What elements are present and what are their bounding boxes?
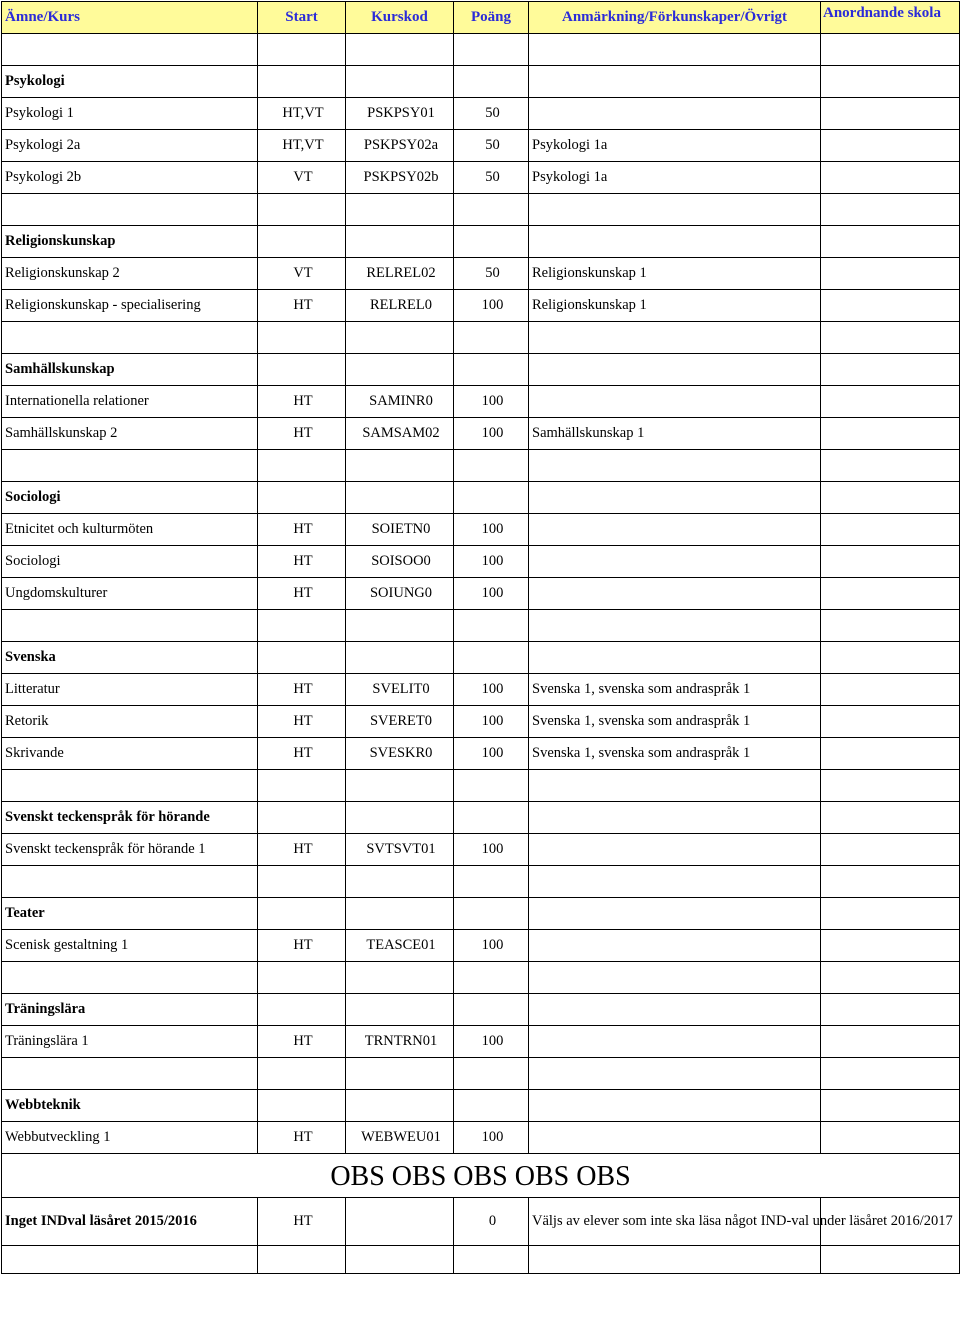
course-row — [2, 930, 960, 962]
course-code: SOIETN0 — [346, 514, 454, 546]
spacer-cell — [346, 34, 454, 66]
spacer-cell — [346, 450, 454, 482]
section-title: Svenskt teckenspråk för hörande — [2, 802, 258, 834]
course-note: Svenska 1, svenska som andraspråk 1 — [529, 706, 821, 738]
course-name: Psykologi 2a — [2, 130, 258, 162]
spacer-cell — [346, 770, 454, 802]
empty-cell — [821, 1090, 960, 1122]
spacer-row — [2, 962, 960, 994]
section-title: Träningslära — [2, 994, 258, 1026]
course-start: HT — [258, 290, 346, 322]
course-points: 100 — [454, 578, 529, 610]
empty-cell — [529, 994, 821, 1026]
course-start: HT — [258, 514, 346, 546]
course-note — [529, 514, 821, 546]
empty-cell — [529, 898, 821, 930]
section-header-row — [2, 642, 960, 674]
section-header-row — [2, 482, 960, 514]
section-title: Religionskunskap — [2, 226, 258, 258]
course-start: HT — [258, 834, 346, 866]
spacer-cell — [529, 322, 821, 354]
empty-cell — [258, 1090, 346, 1122]
course-name: Träningslära 1 — [2, 1026, 258, 1058]
spacer-cell — [454, 322, 529, 354]
obs-banner: OBS OBS OBS OBS OBS — [2, 1154, 960, 1198]
course-name: Svenskt teckenspråk för hörande 1 — [2, 834, 258, 866]
course-points: 100 — [454, 418, 529, 450]
course-code: SOIUNG0 — [346, 578, 454, 610]
spacer-cell — [2, 34, 258, 66]
spacer-cell — [454, 450, 529, 482]
course-points: 100 — [454, 738, 529, 770]
course-code: RELREL02 — [346, 258, 454, 290]
spacer-cell — [2, 1246, 258, 1274]
course-row — [2, 546, 960, 578]
course-code: SVERET0 — [346, 706, 454, 738]
empty-cell — [821, 994, 960, 1026]
course-row — [2, 290, 960, 322]
course-points: 50 — [454, 130, 529, 162]
course-table — [1, 1, 960, 1274]
empty-cell — [258, 642, 346, 674]
course-row — [2, 674, 960, 706]
course-code: WEBWEU01 — [346, 1122, 454, 1154]
section-title: Samhällskunskap — [2, 354, 258, 386]
course-code: SVELIT0 — [346, 674, 454, 706]
course-row — [2, 130, 960, 162]
course-school — [821, 98, 960, 130]
spacer-cell — [529, 1246, 821, 1274]
course-start: HT — [258, 930, 346, 962]
spacer-cell — [821, 1246, 960, 1274]
obs-course-code — [346, 1198, 454, 1246]
course-note — [529, 98, 821, 130]
spacer-cell — [346, 866, 454, 898]
course-note: Samhällskunskap 1 — [529, 418, 821, 450]
course-points: 100 — [454, 514, 529, 546]
course-start: HT — [258, 674, 346, 706]
course-points: 50 — [454, 258, 529, 290]
spacer-row — [2, 1246, 960, 1274]
empty-cell — [529, 1090, 821, 1122]
empty-cell — [346, 66, 454, 98]
spacer-cell — [2, 450, 258, 482]
course-name: Sociologi — [2, 546, 258, 578]
course-row — [2, 98, 960, 130]
course-note — [529, 1026, 821, 1058]
spacer-cell — [529, 450, 821, 482]
spacer-cell — [258, 450, 346, 482]
course-name: Religionskunskap - specialisering — [2, 290, 258, 322]
course-code: SVESKR0 — [346, 738, 454, 770]
course-school — [821, 578, 960, 610]
spacer-cell — [821, 1058, 960, 1090]
empty-cell — [258, 226, 346, 258]
course-start: HT — [258, 386, 346, 418]
section-header-row — [2, 994, 960, 1026]
course-note — [529, 386, 821, 418]
spacer-cell — [258, 34, 346, 66]
section-title: Webbteknik — [2, 1090, 258, 1122]
spacer-cell — [821, 194, 960, 226]
course-start: VT — [258, 162, 346, 194]
course-school — [821, 514, 960, 546]
course-name: Skrivande — [2, 738, 258, 770]
spacer-cell — [454, 34, 529, 66]
empty-cell — [454, 354, 529, 386]
course-name: Etnicitet och kulturmöten — [2, 514, 258, 546]
spacer-cell — [2, 1058, 258, 1090]
spacer-cell — [258, 770, 346, 802]
course-points: 50 — [454, 162, 529, 194]
course-start: VT — [258, 258, 346, 290]
course-row — [2, 1122, 960, 1154]
header-points: Poäng — [454, 2, 529, 34]
course-school — [821, 418, 960, 450]
empty-cell — [529, 642, 821, 674]
spacer-cell — [258, 866, 346, 898]
course-row — [2, 834, 960, 866]
course-school — [821, 258, 960, 290]
spacer-row — [2, 34, 960, 66]
empty-cell — [529, 354, 821, 386]
empty-cell — [346, 354, 454, 386]
spacer-cell — [258, 1246, 346, 1274]
empty-cell — [346, 802, 454, 834]
header-school: Anordnande skola — [821, 2, 960, 34]
obs-course-start: HT — [258, 1198, 346, 1246]
obs-course-row — [2, 1198, 960, 1246]
course-school — [821, 162, 960, 194]
spacer-cell — [258, 322, 346, 354]
course-start: HT — [258, 578, 346, 610]
course-school — [821, 706, 960, 738]
spacer-cell — [454, 866, 529, 898]
course-school — [821, 386, 960, 418]
course-points: 100 — [454, 546, 529, 578]
course-start: HT,VT — [258, 130, 346, 162]
course-name: Ungdomskulturer — [2, 578, 258, 610]
spacer-cell — [2, 770, 258, 802]
obs-course-points: 0 — [454, 1198, 529, 1246]
header-notes: Anmärkning/Förkunskaper/Övrigt — [529, 2, 821, 34]
empty-cell — [529, 802, 821, 834]
empty-cell — [454, 802, 529, 834]
spacer-cell — [529, 610, 821, 642]
obs-banner-row — [2, 1154, 960, 1198]
course-note: Religionskunskap 1 — [529, 258, 821, 290]
course-note: Psykologi 1a — [529, 130, 821, 162]
course-row — [2, 258, 960, 290]
spacer-cell — [2, 866, 258, 898]
course-code: PSKPSY02b — [346, 162, 454, 194]
spacer-row — [2, 610, 960, 642]
empty-cell — [258, 898, 346, 930]
course-points: 100 — [454, 1122, 529, 1154]
empty-cell — [258, 66, 346, 98]
spacer-cell — [821, 34, 960, 66]
course-points: 100 — [454, 930, 529, 962]
course-name: Litteratur — [2, 674, 258, 706]
course-note — [529, 930, 821, 962]
empty-cell — [821, 66, 960, 98]
section-header-row — [2, 1090, 960, 1122]
course-note — [529, 578, 821, 610]
course-points: 100 — [454, 386, 529, 418]
course-code: SVTSVT01 — [346, 834, 454, 866]
empty-cell — [258, 482, 346, 514]
course-code: SAMSAM02 — [346, 418, 454, 450]
section-header-row — [2, 898, 960, 930]
course-name: Samhällskunskap 2 — [2, 418, 258, 450]
empty-cell — [529, 66, 821, 98]
empty-cell — [821, 898, 960, 930]
section-title: Psykologi — [2, 66, 258, 98]
empty-cell — [346, 898, 454, 930]
empty-cell — [454, 642, 529, 674]
spacer-row — [2, 866, 960, 898]
empty-cell — [454, 226, 529, 258]
course-name: Internationella relationer — [2, 386, 258, 418]
spacer-row — [2, 450, 960, 482]
header-start: Start — [258, 2, 346, 34]
course-note: Svenska 1, svenska som andraspråk 1 — [529, 738, 821, 770]
spacer-cell — [346, 610, 454, 642]
spacer-cell — [2, 194, 258, 226]
spacer-cell — [2, 962, 258, 994]
spacer-cell — [821, 770, 960, 802]
course-name: Scenisk gestaltning 1 — [2, 930, 258, 962]
course-school — [821, 546, 960, 578]
course-note: Svenska 1, svenska som andraspråk 1 — [529, 674, 821, 706]
spacer-cell — [258, 1058, 346, 1090]
course-start: HT — [258, 1026, 346, 1058]
course-school — [821, 290, 960, 322]
empty-cell — [821, 642, 960, 674]
course-row — [2, 418, 960, 450]
spacer-cell — [258, 962, 346, 994]
spacer-cell — [454, 1246, 529, 1274]
course-code: TEASCE01 — [346, 930, 454, 962]
empty-cell — [454, 1090, 529, 1122]
spacer-cell — [346, 194, 454, 226]
spacer-cell — [821, 322, 960, 354]
section-header-row — [2, 66, 960, 98]
course-code: SAMINR0 — [346, 386, 454, 418]
course-school — [821, 834, 960, 866]
spacer-cell — [821, 450, 960, 482]
section-title: Teater — [2, 898, 258, 930]
course-code: RELREL0 — [346, 290, 454, 322]
empty-cell — [821, 226, 960, 258]
course-name: Religionskunskap 2 — [2, 258, 258, 290]
empty-cell — [821, 354, 960, 386]
empty-cell — [454, 66, 529, 98]
course-start: HT — [258, 706, 346, 738]
spacer-cell — [346, 1058, 454, 1090]
course-note — [529, 546, 821, 578]
spacer-cell — [2, 610, 258, 642]
empty-cell — [258, 994, 346, 1026]
empty-cell — [529, 482, 821, 514]
course-code: SOISOO0 — [346, 546, 454, 578]
table-header-row — [2, 2, 960, 34]
spacer-cell — [821, 610, 960, 642]
course-points: 50 — [454, 98, 529, 130]
course-start: HT,VT — [258, 98, 346, 130]
course-start: HT — [258, 546, 346, 578]
course-school — [821, 1122, 960, 1154]
empty-cell — [258, 802, 346, 834]
course-points: 100 — [454, 1026, 529, 1058]
section-title: Sociologi — [2, 482, 258, 514]
section-header-row — [2, 802, 960, 834]
spacer-cell — [529, 770, 821, 802]
header-code: Kurskod — [346, 2, 454, 34]
spacer-cell — [821, 866, 960, 898]
course-start: HT — [258, 738, 346, 770]
course-row — [2, 738, 960, 770]
course-school — [821, 130, 960, 162]
course-points: 100 — [454, 834, 529, 866]
course-start: HT — [258, 418, 346, 450]
header-subject: Ämne/Kurs — [2, 2, 258, 34]
course-row — [2, 1026, 960, 1058]
spacer-row — [2, 1058, 960, 1090]
course-code: PSKPSY01 — [346, 98, 454, 130]
empty-cell — [258, 354, 346, 386]
course-school — [821, 738, 960, 770]
course-note — [529, 834, 821, 866]
empty-cell — [346, 226, 454, 258]
course-note — [529, 1122, 821, 1154]
spacer-cell — [346, 962, 454, 994]
empty-cell — [346, 642, 454, 674]
empty-cell — [454, 994, 529, 1026]
section-title: Svenska — [2, 642, 258, 674]
obs-course-name: Inget INDval läsåret 2015/2016 — [2, 1198, 258, 1246]
course-note: Religionskunskap 1 — [529, 290, 821, 322]
spacer-cell — [529, 962, 821, 994]
spacer-cell — [454, 1058, 529, 1090]
spacer-cell — [346, 1246, 454, 1274]
section-header-row — [2, 354, 960, 386]
empty-cell — [346, 1090, 454, 1122]
course-name: Psykologi 2b — [2, 162, 258, 194]
spacer-row — [2, 770, 960, 802]
spacer-cell — [454, 610, 529, 642]
empty-cell — [346, 482, 454, 514]
empty-cell — [454, 482, 529, 514]
course-note: Psykologi 1a — [529, 162, 821, 194]
spacer-cell — [346, 322, 454, 354]
spacer-cell — [258, 610, 346, 642]
spacer-cell — [454, 770, 529, 802]
spacer-cell — [2, 322, 258, 354]
course-start: HT — [258, 1122, 346, 1154]
spacer-cell — [529, 34, 821, 66]
course-row — [2, 706, 960, 738]
section-header-row — [2, 226, 960, 258]
course-points: 100 — [454, 674, 529, 706]
course-code: TRNTRN01 — [346, 1026, 454, 1058]
spacer-row — [2, 194, 960, 226]
spacer-cell — [454, 962, 529, 994]
course-school — [821, 1026, 960, 1058]
obs-course-note: Väljs av elever som inte ska läsa något IND-val under läsåret 2016/2017 — [529, 1198, 821, 1246]
course-school — [821, 674, 960, 706]
course-row — [2, 578, 960, 610]
spacer-cell — [529, 866, 821, 898]
course-code: PSKPSY02a — [346, 130, 454, 162]
empty-cell — [529, 226, 821, 258]
empty-cell — [821, 802, 960, 834]
empty-cell — [821, 482, 960, 514]
spacer-cell — [258, 194, 346, 226]
empty-cell — [346, 994, 454, 1026]
course-school — [821, 930, 960, 962]
spacer-cell — [454, 194, 529, 226]
spacer-cell — [529, 1058, 821, 1090]
course-row — [2, 162, 960, 194]
spacer-cell — [821, 962, 960, 994]
empty-cell — [454, 898, 529, 930]
course-points: 100 — [454, 290, 529, 322]
course-row — [2, 386, 960, 418]
spacer-cell — [529, 194, 821, 226]
course-name: Retorik — [2, 706, 258, 738]
course-points: 100 — [454, 706, 529, 738]
course-name: Psykologi 1 — [2, 98, 258, 130]
spacer-row — [2, 322, 960, 354]
course-name: Webbutveckling 1 — [2, 1122, 258, 1154]
course-row — [2, 514, 960, 546]
